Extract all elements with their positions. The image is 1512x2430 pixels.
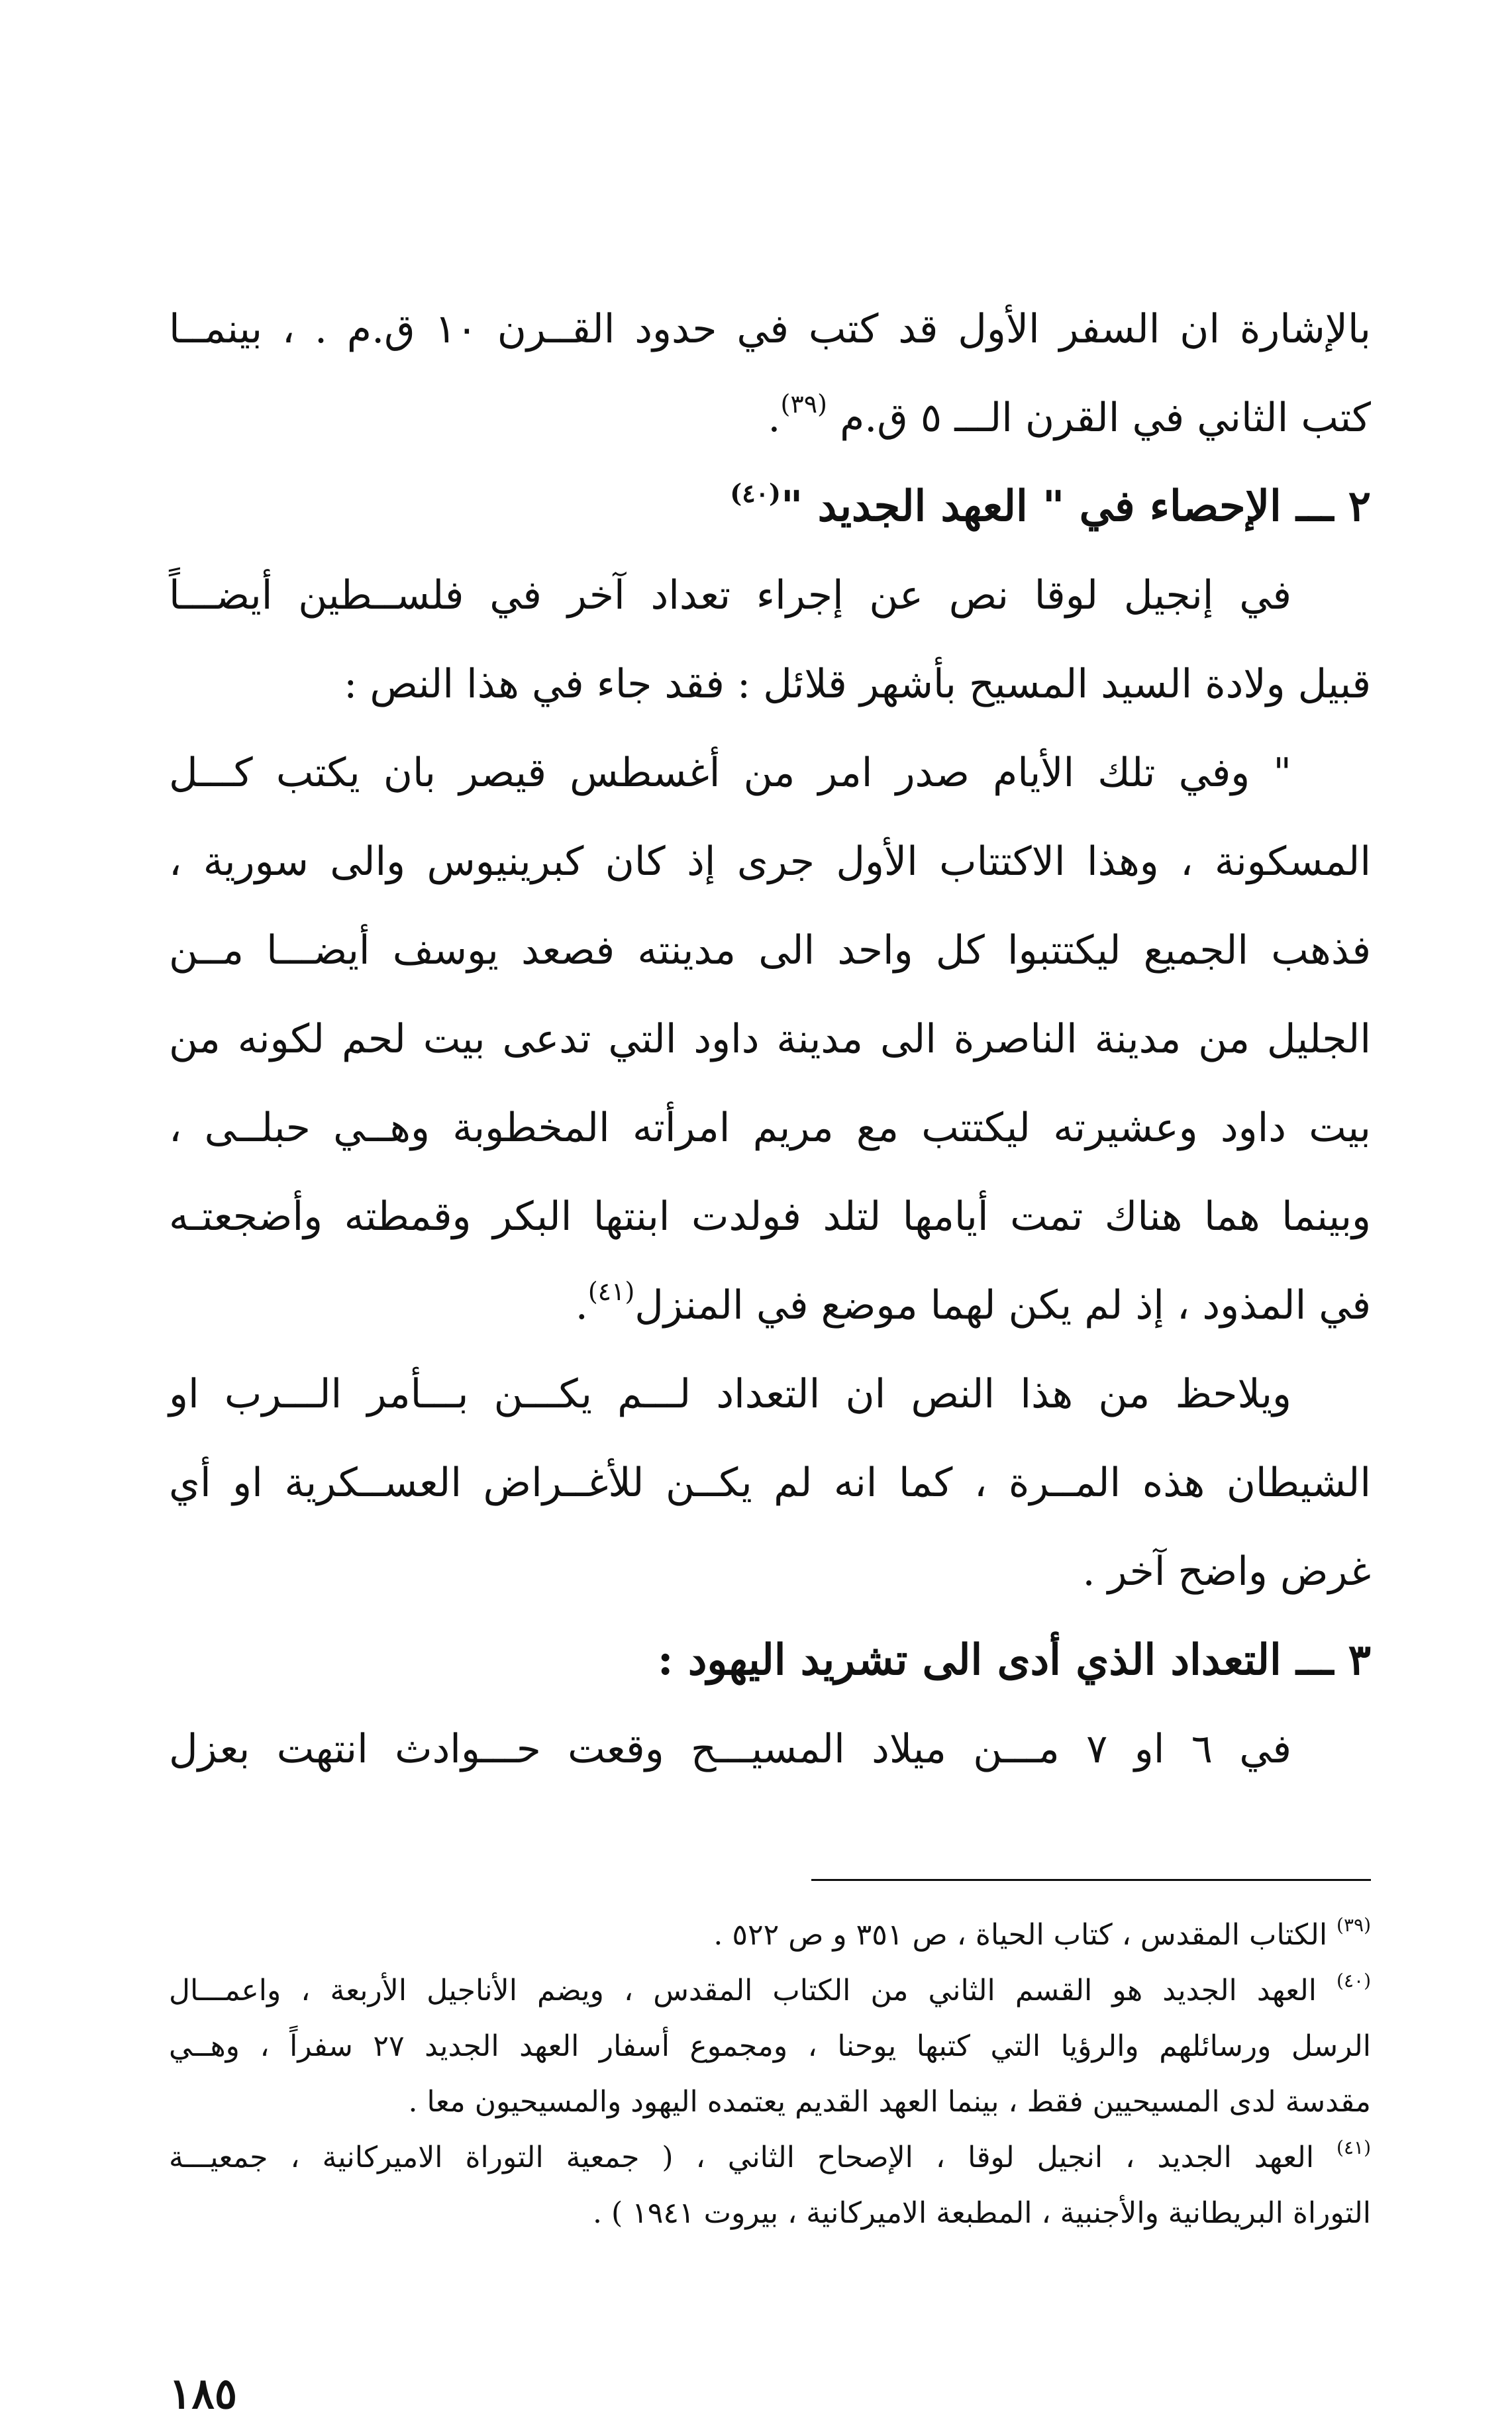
footnote-line xyxy=(169,2074,1371,2130)
body-line xyxy=(169,906,1371,995)
footnote-ref: (٤١) xyxy=(587,1277,635,1306)
body-line-text: " وفي تلك الأيام صدر امر من أغسطس قيصر بان يكتب كـــل xyxy=(169,750,1291,796)
body-line xyxy=(169,1084,1371,1172)
body-line-punct: . xyxy=(575,1282,588,1329)
footnote-text: الرسل ورسائلهم والرؤيا التي كتبها يوحنا ، ومجموع أسفار العهد الجديد ٢٧ سفراً ، وهــي xyxy=(169,2029,1371,2063)
footnote-line xyxy=(169,1907,1371,1963)
body-line-text: قبيل ولادة السيد المسيح بأشهر قلائل : فقد جاء في هذا النص : xyxy=(344,661,1371,707)
section-heading xyxy=(169,1616,1371,1705)
heading-text: ٢ ـــ الإحصاء في " العهد الجديد " xyxy=(781,481,1371,531)
footnote-ref: (٣٩) xyxy=(780,389,827,419)
body-line-text: في المذود ، إذ لم يكن لهما موضع في المنزل xyxy=(634,1282,1371,1329)
body-line xyxy=(169,551,1371,640)
footnote-text: مقدسة لدى المسيحيين فقط ، بينما العهد القديم يعتمده اليهود والمسيحيون معا . xyxy=(408,2085,1371,2119)
body-text xyxy=(169,285,1371,1794)
body-line-text: وبينما هما هناك تمت أيامها لتلد فولدت ابنتها البكر وقمطته وأضجعتـه xyxy=(169,1193,1371,1240)
footnote-separator xyxy=(811,1879,1371,1881)
body-line xyxy=(169,1705,1371,1794)
footnote-line xyxy=(169,1963,1371,2019)
body-line xyxy=(169,374,1371,462)
body-line xyxy=(169,1172,1371,1261)
footnote-marker: (٤١) xyxy=(1336,2137,1371,2158)
body-line xyxy=(169,1439,1371,1527)
footnote-line xyxy=(169,2186,1371,2241)
body-line-text: ويلاحظ من هذا النص ان التعداد لـــم يكـــن بـــأمر الـــرب او xyxy=(169,1371,1291,1417)
footnote-line xyxy=(169,2130,1371,2186)
body-line xyxy=(169,1350,1371,1439)
body-line xyxy=(169,1261,1371,1350)
body-line-text: غرض واضح آخر . xyxy=(1082,1548,1371,1595)
body-line xyxy=(169,817,1371,906)
footnote-text: العهد الجديد هو القسم الثاني من الكتاب المقدس ، ويضم الأناجيل الأربعة ، واعمـــال xyxy=(169,1974,1337,2007)
body-line-text: فذهب الجميع ليكتتبوا كل واحد الى مدينته فصعد يوسف أيضـــا مــن xyxy=(169,927,1371,974)
body-line xyxy=(169,640,1371,729)
heading-text: ٣ ـــ التعداد الذي أدى الى تشريد اليهود : xyxy=(657,1635,1371,1685)
body-line-text: الشيطان هذه المــرة ، كما انه لم يكــن للأغــراض العســكرية او أي xyxy=(169,1460,1371,1506)
body-line-text: في ٦ او ٧ مـــن ميلاد المسيـــح وقعت حـــوادث انتهت بعزل xyxy=(169,1726,1291,1772)
body-line-text: بيت داود وعشيرته ليكتتب مع مريم امرأته المخطوبة وهــي حبلــى ، xyxy=(169,1105,1371,1151)
body-line-text: الجليل من مدينة الناصرة الى مدينة داود التي تدعى بيت لحم لكونه من xyxy=(169,1016,1371,1062)
footnote-ref: (٤٠) xyxy=(730,478,781,508)
page-number: ١٨٥ xyxy=(169,2369,238,2419)
body-line xyxy=(169,995,1371,1084)
body-line xyxy=(169,729,1371,817)
footnote-text: الكتاب المقدس ، كتاب الحياة ، ص ٣٥١ و ص ٥٢٢ . xyxy=(713,1918,1337,1952)
footnote-text: العهد الجديد ، انجيل لوقا ، الإصحاح الثاني ، ( جمعية التوراة الاميركانية ، جمعيـــة xyxy=(169,2141,1337,2174)
body-line-text: بالإشارة ان السفر الأول قد كتب في حدود القــرن ١٠ ق.م . ، بينمــا xyxy=(169,306,1371,352)
footnote-line xyxy=(169,2019,1371,2074)
footnote-marker: (٤٠) xyxy=(1336,1970,1371,1992)
body-line-text: في إنجيل لوقا نص عن إجراء تعداد آخر في فلســطين أيضـــاً xyxy=(169,572,1291,619)
body-line xyxy=(169,285,1371,374)
body-line-text: المسكونة ، وهذا الاكتتاب الأول جرى إذ كان كبرينيوس والى سورية ، xyxy=(169,838,1371,885)
section-heading xyxy=(169,462,1371,551)
footnote-text: التوراة البريطانية والأجنبية ، المطبعة الاميركانية ، بيروت ١٩٤١ ) . xyxy=(593,2196,1371,2230)
footnotes xyxy=(169,1907,1371,2241)
body-line-text: كتب الثاني في القرن الـــ ٥ ق.م xyxy=(840,395,1371,441)
footnote-marker: (٣٩) xyxy=(1336,1914,1371,1936)
body-line xyxy=(169,1527,1371,1616)
body-line-punct: . xyxy=(768,395,781,441)
